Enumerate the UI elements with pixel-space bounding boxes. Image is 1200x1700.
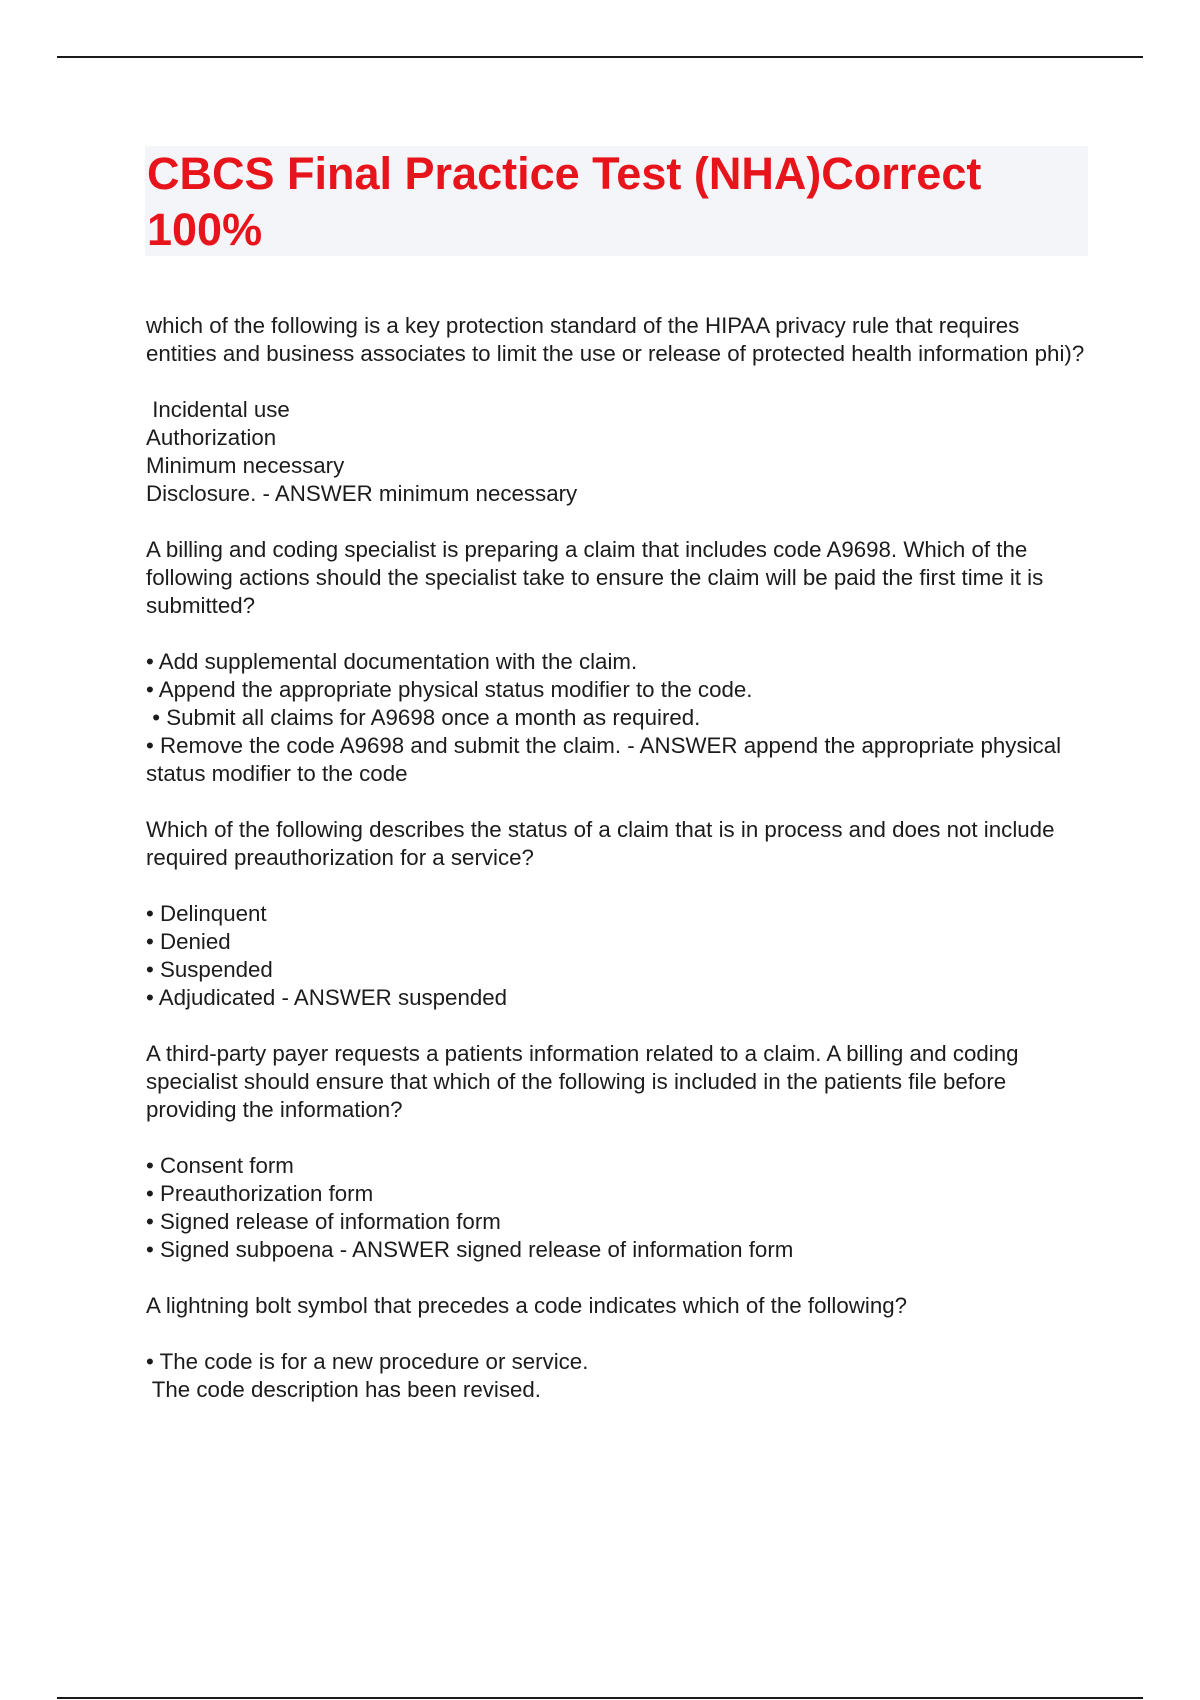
option-item-answer: • Remove the code A9698 and submit the claim. - ANSWER append the appropriate physical status modifier to the code bbox=[146, 733, 1062, 786]
question-block bbox=[146, 1040, 1086, 1264]
option-item: Incidental use bbox=[146, 397, 290, 422]
question-text: A billing and coding specialist is preparing a claim that includes code A9698. Which of the following actions should the specialist take to ensure the claim will be paid the first time it is submitted? bbox=[146, 537, 1044, 618]
question-block bbox=[146, 536, 1086, 788]
document-title: CBCS Final Practice Test (NHA)Correct 100% bbox=[147, 148, 982, 255]
options-list bbox=[146, 396, 1086, 508]
options-list bbox=[146, 1348, 1086, 1404]
option-item: • Append the appropriate physical status modifier to the code. bbox=[146, 677, 753, 702]
question-text: A lightning bolt symbol that precedes a code indicates which of the following? bbox=[146, 1293, 908, 1318]
question-block bbox=[146, 312, 1086, 508]
option-item-answer: • Adjudicated - ANSWER suspended bbox=[146, 985, 508, 1010]
options-list bbox=[146, 900, 1086, 1012]
question-block bbox=[146, 816, 1086, 1012]
question-block bbox=[146, 1292, 1086, 1404]
option-item-answer: • Signed subpoena - ANSWER signed release of information form bbox=[146, 1237, 794, 1262]
option-item: • Add supplemental documentation with the claim. bbox=[146, 649, 638, 674]
option-item: • Denied bbox=[146, 929, 231, 954]
option-item: • The code is for a new procedure or service. bbox=[146, 1349, 589, 1374]
option-item: Minimum necessary bbox=[146, 453, 345, 478]
options-list bbox=[146, 1152, 1086, 1264]
option-item: • Delinquent bbox=[146, 901, 267, 926]
option-item: • Suspended bbox=[146, 957, 273, 982]
title-banner bbox=[145, 146, 1088, 256]
options-list bbox=[146, 648, 1086, 788]
option-item: Authorization bbox=[146, 425, 277, 450]
question-text: which of the following is a key protection standard of the HIPAA privacy rule that requires entities and business associates to limit the use or release of protected health information phi)? bbox=[146, 313, 1085, 366]
question-text: Which of the following describes the status of a claim that is in process and does not include required preauthorization for a service? bbox=[146, 817, 1055, 870]
question-list bbox=[146, 312, 1086, 1432]
bottom-rule bbox=[57, 1697, 1143, 1699]
option-item: • Signed release of information form bbox=[146, 1209, 501, 1234]
option-item: • Preauthorization form bbox=[146, 1181, 374, 1206]
option-item: The code description has been revised. bbox=[146, 1377, 541, 1402]
option-item: • Consent form bbox=[146, 1153, 294, 1178]
option-item: • Submit all claims for A9698 once a month as required. bbox=[146, 705, 701, 730]
top-rule bbox=[57, 56, 1143, 58]
option-item-answer: Disclosure. - ANSWER minimum necessary bbox=[146, 481, 578, 506]
question-text: A third-party payer requests a patients information related to a claim. A billing and coding specialist should ensure that which of the following is included in the patients file before providing the information? bbox=[146, 1041, 1019, 1122]
